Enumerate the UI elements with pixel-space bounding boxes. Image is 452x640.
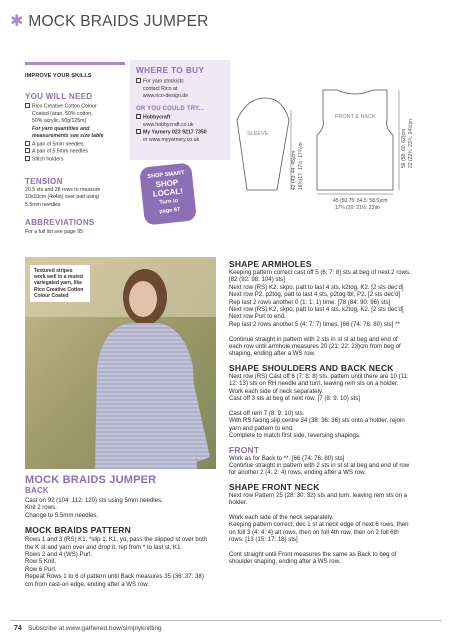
back-text: Cast on 92 (104: 112: 120) sts using 5mm needles. Knit 2 rows. Change to 5.5mm needles. <box>25 497 163 519</box>
checkbox-icon <box>25 156 30 161</box>
hobbycraft-link[interactable]: www.hobbycraft.co.uk <box>143 121 194 128</box>
checkbox-icon <box>25 141 30 146</box>
asterisk-icon: ✱ <box>10 13 24 30</box>
front-text: Work as for Back to **. [66 (74: 76: 80) sts] Continue straight in pattern with 2 sts in st st at beg and end of row for another 2 (4: 2: 4) rows, ending after a WS row. <box>229 454 410 477</box>
front-back-label: FRONT & BACK <box>335 114 376 120</box>
yarn-detail: 50% acrylic, 50g/125m) <box>32 118 87 125</box>
width-in: 17¾ (20: 21½: 23)in <box>335 205 380 211</box>
pattern-right <box>229 259 444 566</box>
or-you-could-try-heading: OR YOU COULD TRY... <box>136 105 205 112</box>
pattern-rows-text: Rows 1 and 3 (RS) K1, *slip 1, K1, yo, pass the slipped st over both the K st and yarn over and drop it, rep from * to last st, K1. Rows 2 and 4 (WS) Purl. Row 5 Knit. Row 6 Purl. Repeat Rows 1 to 6 of pattern until Back measures 35 (36: 37: 38) cm from cast-on edge, ending after a WS row. <box>25 536 208 588</box>
garment-schematic <box>225 80 440 220</box>
checkbox-icon <box>136 129 141 134</box>
mock-braids-pattern-heading: MOCK BRAIDS PATTERN <box>25 525 131 536</box>
sleeve-label: SLEEVE <box>247 131 269 137</box>
tension-heading: TENSION <box>25 177 63 186</box>
length-in: 22 (22¾: 23¾: 24½)in <box>408 119 414 168</box>
shop-local-badge: SHOP SMART SHOP LOCAL! Turn to page 87 <box>139 162 197 225</box>
subscribe-link[interactable]: Subscribe at www.gathered.how/simplyknitting <box>28 625 162 632</box>
materials-list <box>25 103 130 164</box>
pattern-left <box>25 474 220 588</box>
abbreviations-text: For a full list see page 95 <box>25 229 83 235</box>
checkbox-icon <box>136 114 141 119</box>
photo-callout: Textured stripes work well in a muted variegated yarn, like Rico Creative Cotton Colour Coated <box>30 265 90 302</box>
sleeve-cm: 42 (43: 44: 45)cm <box>291 150 297 190</box>
shape-front-neck-heading: SHAPE FRONT NECK <box>229 481 320 492</box>
footer-divider <box>10 620 442 621</box>
sleeve-outline <box>237 98 289 190</box>
needle-item: A pair of 5.5mm needles <box>25 148 130 156</box>
front-heading: FRONT <box>229 444 260 455</box>
yarn-detail: Coated (aran, 50% cotton, <box>32 110 93 117</box>
abbreviations-heading: ABBREVIATIONS <box>25 218 95 227</box>
tension-text: 20.5 sts and 28 rows to measure 10x10cm (4x4in) over patt using 5.5mm needles <box>25 187 101 208</box>
shape-armholes-heading: SHAPE ARMHOLES <box>229 259 312 269</box>
shape-shoulders-heading: SHAPE SHOULDERS AND BACK NECK <box>229 362 394 373</box>
page-header <box>10 13 209 31</box>
you-will-need-heading: YOU WILL NEED <box>25 92 93 101</box>
back-heading: BACK <box>25 486 49 495</box>
shoulders-text: Next row (RS) Cast off 6 (7: 8: 8) sts, pattern until there are 10 (11: 12: 13) sts on RH needle and turn, leaving rem sts on a holder. Work each side of neck separately. Cast off 3 sts at beg of next row. [7 (8: 9: 10) sts] Cast off rem 7 (8: 9: 10) sts. With RS facing slip centre 34 (38: 36: 36) sts onto a holder, rejoin yarn and pattern to end. Complete to match first side, reversing shapings. <box>229 372 409 440</box>
width-cm: 45 (50.75: 54.5: 58.5)cm <box>333 198 388 204</box>
myyarnery-link[interactable]: or www.myyarnery.co.uk <box>143 136 200 143</box>
armholes-text: Keeping pattern correct cast off 5 (6: 7: 8) sts at beg of next 2 rows. [82 (92: 98: 104) sts] Next row (RS) K2, skpo, patt to last 4 sts, k2tog, K2. [2 sts dec'd] Next row P2, p2tog, patt to last 4 sts, p2tog tbl, P2. [2 sts dec'd] Rep last 2 rows another 0 (1: 1: 1) time. [78 (84: 90: 96) sts] Next row (RS) K2, skpo, patt to last 4 sts, k2tog, K2. [2 sts dec'd] Next row Purl to end. Rep last 2 rows another 5 (4: 7: 7) times. [66 (74: 76: 80) sts] ** Continue straight in pattern with 2 sts in st st at beg and end of each row until armhole measures 20 (21: 22: 23)cm from beg of shaping, ending after a WS row. <box>229 269 411 358</box>
front-neck-text: Next row Pattern 25 (28: 30: 32) sts and turn, leaving rem sts on a holder. Work each side of the neck separately. Keeping pattern correct, dec 1 st at neck edge of next 6 rows, then on foll 3 (4: 4: 4) alt rows, then on foll 4th row, then on 2 foll 6th rows. [13 (15: 17: 18) sts] Cont straight until Front measures the same as Back to beg of shoulder shaping, ending after a WS row. <box>229 491 409 566</box>
improve-skills-label: IMPROVE YOUR SKILLS <box>25 62 125 79</box>
checkbox-icon <box>136 78 141 83</box>
page-title: MOCK BRAIDS JUMPER <box>28 13 209 30</box>
where-to-buy-heading: WHERE TO BUY <box>136 66 205 75</box>
page-number: 74 <box>14 625 22 632</box>
jumper-shape <box>95 323 197 469</box>
checkbox-icon <box>25 148 30 153</box>
where-to-buy-box <box>130 60 230 160</box>
holder-item: Stitch holders <box>25 156 130 164</box>
yarn-item: Rico Creative Cotton Colour <box>25 103 130 111</box>
pattern-title: MOCK BRAIDS JUMPER <box>25 474 157 486</box>
yarn-note: measurements see size table <box>32 133 104 140</box>
page-footer <box>0 617 452 640</box>
body-outline <box>317 90 393 190</box>
sleeve-in: 16½(17: 17½: 17¾)in <box>298 142 304 190</box>
stockists-text: For yarn stockists contact Rico at www.rico-design.de <box>136 78 224 101</box>
needle-item: A pair of 5mm needles <box>25 141 130 149</box>
retailers-text: Hobbycraft www.hobbycraft.co.uk My Yarnery 023 9217 7350 or www.myyarnery.co.uk <box>136 114 224 145</box>
yarn-note: For yarn quantities and <box>32 125 90 132</box>
length-cm: 56 (58: 60: 62)cm <box>401 128 407 168</box>
checkbox-icon <box>25 103 30 108</box>
